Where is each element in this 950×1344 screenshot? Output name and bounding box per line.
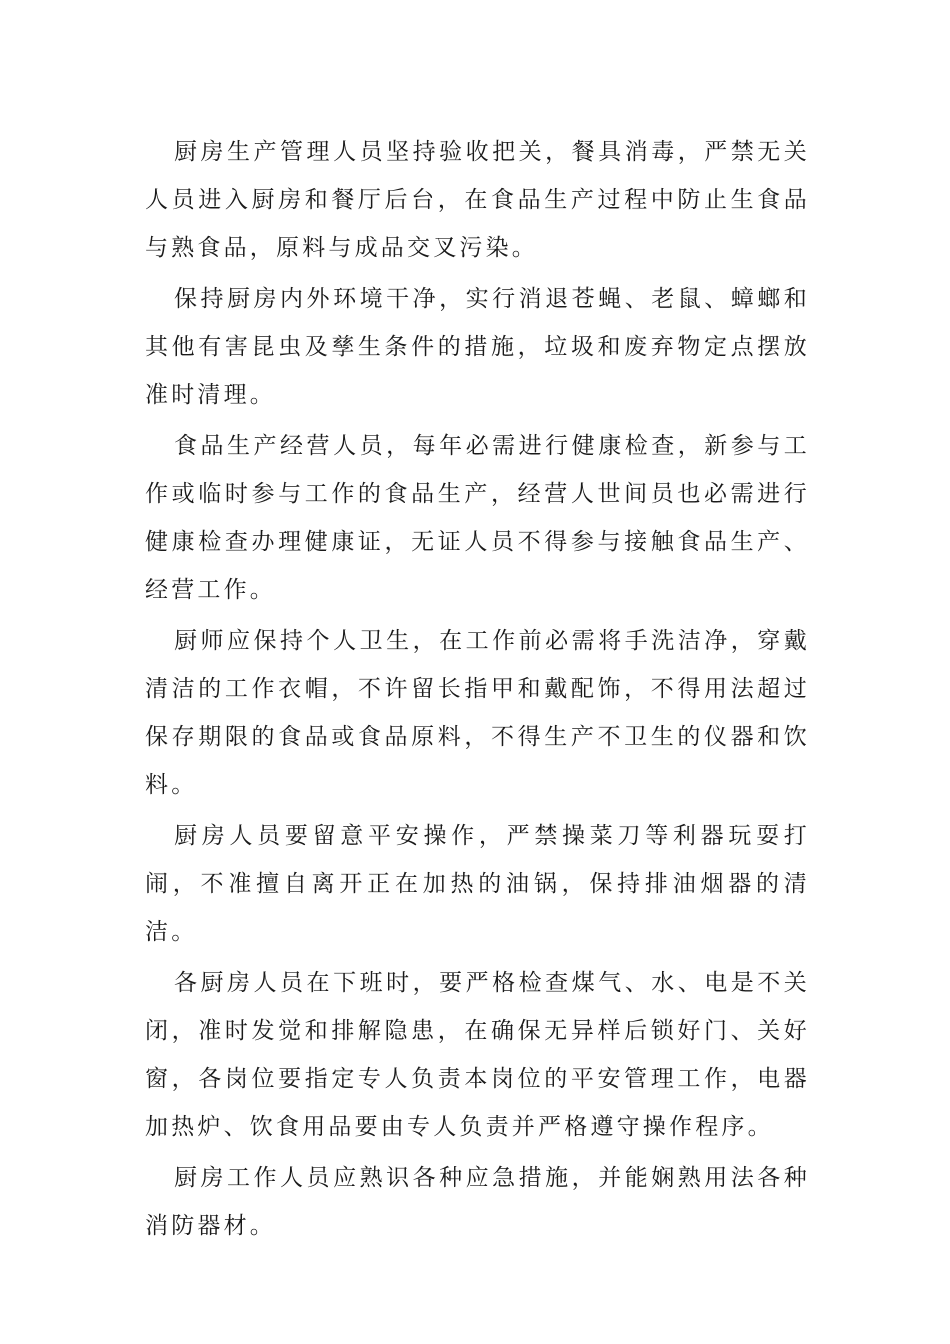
document-body: [145, 128, 810, 1253]
paragraph-emergency-measures: 厨房工作人员应熟识各种应急措施，并能娴熟用法各种消防器材。: [145, 1165, 810, 1239]
paragraph-safe-operation: 厨房人员要留意平安操作，严禁操菜刀等利器玩耍打闹，不准擅自离开正在加热的油锅，保持排油烟器的清洁。: [145, 823, 810, 945]
paragraph-personal-hygiene: 厨师应保持个人卫生，在工作前必需将手洗洁净，穿戴清洁的工作衣帽，不许留长指甲和戴配饰，不得用法超过保存期限的食品或食品原料，不得生产不卫生的仪器和饮料。: [145, 628, 810, 798]
paragraph-end-of-shift-check: 各厨房人员在下班时，要严格检查煤气、水、电是不关闭，准时发觉和排解隐患，在确保无异样后锁好门、关好窗，各岗位要指定专人负责本岗位的平安管理工作，电器加热炉、饮食用品要由专人负责并严格遵守操作程序。: [145, 970, 810, 1140]
paragraph-acceptance-disinfection: 厨房生产管理人员坚持验收把关，餐具消毒，严禁无关人员进入厨房和餐厅后台，在食品生产过程中防止生食品与熟食品，原料与成品交叉污染。: [145, 139, 810, 261]
paragraph-environment-hygiene: 保持厨房内外环境干净，实行消退苍蝇、老鼠、蟑螂和其他有害昆虫及孳生条件的措施，垃圾和废弃物定点摆放准时清理。: [145, 286, 810, 408]
paragraph-health-check: 食品生产经营人员，每年必需进行健康检查，新参与工作或临时参与工作的食品生产，经营人世间员也必需进行健康检查办理健康证，无证人员不得参与接触食品生产、经营工作。: [145, 433, 810, 603]
